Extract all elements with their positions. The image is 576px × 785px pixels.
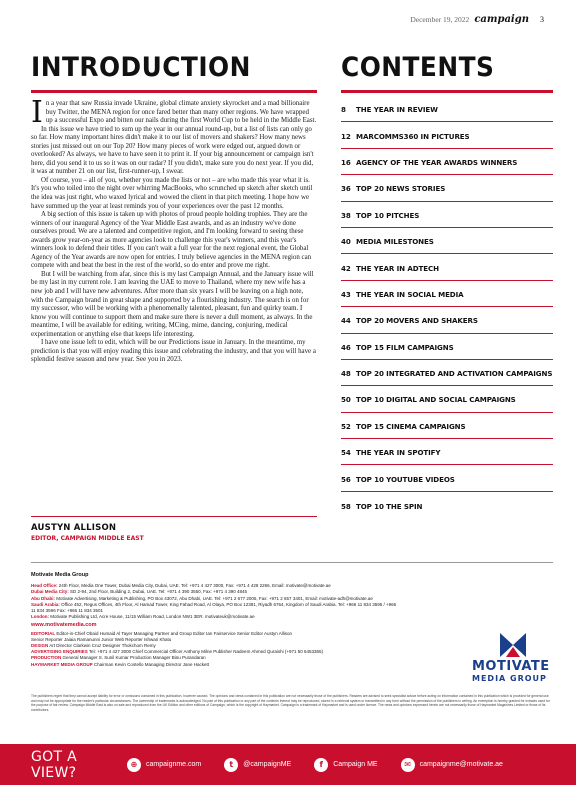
- masthead-address-line-text: SD 2-94, 2nd Floor, Building 2, Dubai, UAE. Tel: +971 4 390 3550, Fax: +971 4 390 4845: [68, 589, 248, 595]
- contents-title: THE YEAR IN SOCIAL MEDIA: [356, 289, 464, 299]
- contents-page-number: 44: [341, 316, 351, 326]
- contents-page-number: 12: [341, 131, 351, 141]
- masthead-credit-line-text: Senior Reporter Jaiaia Ramanunni Junior Web Reporter Ishwari Khatu: [31, 636, 172, 642]
- contents-list: [341, 96, 553, 518]
- contents-title: TOP 10 YOUTUBE VIDEOS: [356, 474, 455, 484]
- contents-heading: CONTENTS: [341, 52, 495, 83]
- footer-contacts: [127, 758, 526, 772]
- masthead-address-line: [31, 602, 401, 614]
- contents-item[interactable]: [341, 334, 553, 360]
- masthead-credit-line-text: Chairman Kevin Costello Managing Director Jane Hackett: [92, 661, 209, 667]
- contents-item[interactable]: [341, 228, 553, 254]
- contents-page-number: 46: [341, 342, 351, 352]
- contents-item[interactable]: [341, 360, 553, 386]
- masthead-address-line-label: London:: [31, 614, 49, 620]
- intro-heading-rule: [31, 90, 317, 93]
- contents-item[interactable]: [341, 202, 553, 228]
- page-header: [410, 14, 544, 30]
- contents-item[interactable]: [341, 281, 553, 307]
- introduction-body: [31, 95, 317, 365]
- logo-subtitle: MEDIA GROUP: [472, 674, 547, 683]
- contents-page-number: 50: [341, 395, 351, 405]
- drop-cap: I: [31, 95, 43, 130]
- contents-item[interactable]: [341, 465, 553, 491]
- masthead-address-line-text: Motivate Publishing Ltd, Acre House, 11/15 William Road, London NW1 3ER. motivateuk@motivate.ae: [49, 614, 255, 620]
- footer-contact-text: @campaignME: [243, 761, 292, 768]
- intro-paragraph: Of course, you – all of you, whether you made the lists or not – are who made this year what it is. It's you who toiled into the night over whirring MacBooks, who scrunched up sketch after sketch until the idea was just right, who waxed lyrical and wowed the client in that pitch meeting. I hope how we have summed up the year at least reminds you of your experiences over the past 12 months.: [31, 176, 313, 210]
- contents-page-number: 43: [341, 289, 351, 299]
- masthead-credit-line-text: Editor-in-Chief Obaid Humaid Al Tayer Managing Partner and Group Editor Ian Fairservice Senior Editor Austyn Allison: [55, 630, 292, 636]
- campaign-logo: campaign: [474, 14, 529, 25]
- contents-title: TOP 20 NEWS STORIES: [356, 184, 446, 194]
- masthead-address-line-label: Saudi Arabia:: [31, 601, 60, 607]
- contents-page-number: 8: [341, 105, 346, 115]
- masthead-address-line-text: Office 452, Regus Offices, 4th Floor, Al Hamad Tower, King Fahad Road, Al Olaya, PO Box 12381, Riyadh 6764, Kingdom of Saudi Arabia. Tel: +966 11 834 3595 / +966 11 834 3596 Fax: +966 11 834 3501: [31, 601, 397, 614]
- globe-icon: ⊕: [127, 758, 141, 772]
- contents-item[interactable]: [341, 96, 553, 122]
- masthead-credit-line-label: DESIGN: [31, 643, 49, 649]
- intro-paragraph: But I will be watching from afar, since this is my last Campaign Annual, and the January issue will be my last in my current role. I am leaving the UAE to move to Thailand, where my new wife has a new job and I will have new adventures. After more than six years I will be leaving on a high note, with the Campaign brand in great shape and supported by a flourishing industry. The search is on for my successor, who will be working with a phenomenally talented, pleasant, fun and quirky team. I know you will continue to support them and make sure there is never a dull moment, as always. In the meantime, I will be available for editing, writing, MCing, mime, dancing, conjuring, medical experimentation or anything else that keeps life interesting.: [31, 270, 314, 338]
- contents-title: AGENCY OF THE YEAR AWARDS WINNERS: [356, 157, 518, 167]
- footer-contact-link[interactable]: [224, 758, 291, 772]
- masthead-website-link[interactable]: www.motivatemedia.com: [31, 622, 97, 629]
- masthead-addresses: [31, 583, 401, 620]
- footer-contact-link[interactable]: [127, 758, 201, 772]
- contents-title: TOP 15 FILM CAMPAIGNS: [356, 342, 454, 352]
- facebook-icon: f: [314, 758, 328, 772]
- masthead-address-line-label: Head Office:: [31, 583, 58, 589]
- masthead-credits: [31, 631, 401, 668]
- signature-rule: [31, 516, 317, 517]
- author-name: AUSTYN ALLISON: [31, 523, 117, 533]
- masthead-credit-line: [31, 662, 401, 668]
- email-icon: ✉: [401, 758, 415, 772]
- contents-page-number: 42: [341, 263, 351, 273]
- legal-disclaimer: The publishers regret that they cannot accept liability for error or omissions contained in this publication, however caused. The opinions and views contained in this publication are not necessarily those of the publishers. Readers are advised to seek specialist advice before acting on information contained in this publication which is provided for general use and may not be appropriate for the reader's particular circumstances. The ownership of trademarks is acknowledged. No part of this publication or any part of the contents thereof may be reproduced, stored in a retrieval system or transmitted in any form without the permission of the publishers in writing. An exemption is hereby granted for extracts used for the purpose of fair review. Campaign Middle East is also on sale and reproduced from the UK Edition and other editions of Campaign, which is the copyright of Haymarket. Campaign is a trademark of Haymarket and is used under licence. The news and opinions expressed herein are not necessarily those of Haymarket Magazines Limited or those of its contributors.: [31, 694, 550, 712]
- masthead-address-line-label: Dubai Media City:: [31, 589, 69, 595]
- twitter-icon: t: [224, 758, 238, 772]
- intro-paragraph: I have one issue left to edit, which will be our Predictions issue in January. In the meantime, my prediction is that you will enjoy reading this issue and celebrating the industry, and that you will have a splendid festive season and new year. See you in 2023.: [31, 339, 316, 364]
- contents-page-number: 36: [341, 184, 351, 194]
- contents-title: TOP 20 INTEGRATED AND ACTIVATION CAMPAIGNS: [356, 369, 553, 379]
- footer-contact-link[interactable]: [401, 758, 503, 772]
- contents-item[interactable]: [341, 386, 553, 412]
- masthead-address-line-text: 24th Floor, Media One Tower, Dubai Media City, Dubai, UAE. Tel: +971 4 427 3000, Fax: +971 4 428 2266, Email: motivate@motivate.ae: [57, 583, 331, 589]
- contents-item[interactable]: [341, 149, 553, 175]
- contents-page-number: 52: [341, 421, 351, 431]
- masthead-address-line: [31, 614, 401, 620]
- intro-paragraph: In a year that saw Russia invade Ukraine, global climate anxiety skyrocket and a mad billionaire buy Twitter, the MENA region for once fared better than many other regions. We have wrapped up a successful Expo and bitten our nails during the first World Cup to be held in the Middle East.: [31, 95, 317, 130]
- contents-title: TOP 15 CINEMA CAMPAIGNS: [356, 421, 466, 431]
- masthead-address-line-label: Abu Dhabi:: [31, 595, 55, 601]
- motivate-mark-icon: [500, 633, 526, 657]
- contents-page-number: 38: [341, 210, 351, 220]
- contents-item[interactable]: [341, 413, 553, 439]
- contents-title: THE YEAR IN REVIEW: [356, 105, 438, 115]
- contents-title: TOP 10 PITCHES: [356, 210, 420, 220]
- contents-item[interactable]: [341, 175, 553, 201]
- contents-title: THE YEAR IN SPOTIFY: [356, 448, 441, 458]
- masthead-credit-line-label: ADVERTISING ENQUIRIES: [31, 649, 88, 655]
- contents-item[interactable]: [341, 254, 553, 280]
- contents-page-number: 56: [341, 474, 351, 484]
- logo-name: MOTIVATE: [472, 659, 550, 674]
- masthead-credit-line-text: Art Director Clarkwin Cruz Designer Thokchom Remy: [48, 643, 156, 649]
- footer-contact-text: Campaign ME: [333, 761, 378, 768]
- footer-contact-link[interactable]: [314, 758, 377, 772]
- masthead: [31, 572, 401, 668]
- masthead-group-name: Motivate Media Group: [31, 572, 89, 578]
- footer-contact-text: campaignme@motivate.ae: [419, 761, 503, 768]
- masthead-credit-line-text: Tel: +971 4 427 3000 Chief Commercial Officer Anthony Milne Publisher Nadeem Ahmed Quraishi (+971 50 6453365): [87, 649, 323, 655]
- contents-item[interactable]: [341, 122, 553, 148]
- contents-page-number: 54: [341, 448, 351, 458]
- contents-title: MEDIA MILESTONES: [356, 237, 434, 247]
- contents-item[interactable]: [341, 439, 553, 465]
- contents-item[interactable]: [341, 307, 553, 333]
- intro-paragraph: In this issue we have tried to sum up the year in our annual round-up, but a list of lists can only go so far. How many important hires didn't make it to our list of movers and shakers? How many news stories just missed out on our Top 20? How many pieces of work were edged out, argued down or overlooked? As always, we have to have seen it to print it. If your big announcement or campaign isn't here, did you send it to us so it was on our radar? If you didn't, make sure you do next year. If you did, it was at number 21 on our list, first-runner-up, I swear.: [31, 125, 314, 176]
- footer-contact-text: campaignme.com: [146, 761, 202, 768]
- masthead-credit-line-label: HAYMARKET MEDIA GROUP: [31, 661, 93, 667]
- contents-page-number: 16: [341, 157, 351, 167]
- contents-title: THE YEAR IN ADTECH: [356, 263, 439, 273]
- introduction-heading: INTRODUCTION: [31, 52, 251, 83]
- masthead-credit-line-label: EDITORIAL: [31, 630, 56, 636]
- masthead-address-line-text: Motivate Advertising, Marketing & Publishing, PO Box 43072, Abu Dhabi, UAE. Tel: +971 2 677 2005, Fax: +971 2 657 3401, Email: motivate-adh@motivate.ae: [55, 595, 373, 601]
- footer-bar: [0, 744, 576, 785]
- page-number: 3: [540, 15, 544, 24]
- contents-page-number: 58: [341, 501, 351, 511]
- author-title: EDITOR, CAMPAIGN MIDDLE EAST: [31, 535, 144, 542]
- motivate-logo: [472, 633, 554, 683]
- contents-title: TOP 10 THE SPIN: [356, 501, 423, 511]
- issue-date: December 19, 2022: [410, 15, 470, 24]
- contents-title: TOP 20 MOVERS AND SHAKERS: [356, 316, 478, 326]
- contents-page-number: 40: [341, 237, 351, 247]
- contents-title: TOP 10 DIGITAL AND SOCIAL CAMPAIGNS: [356, 395, 516, 405]
- masthead-credit-line-text: General Manager S. Sunil Kumar Production Manager Binu Purandaran: [61, 655, 206, 661]
- contents-item[interactable]: [341, 492, 553, 518]
- contents-title: MARCOMMS360 IN PICTURES: [356, 131, 470, 141]
- contents-heading-rule: [341, 90, 553, 93]
- masthead-divider: [31, 562, 553, 563]
- footer-cta: GOT A VIEW?: [31, 748, 77, 781]
- intro-paragraph: A big section of this issue is taken up with photos of proud people holding trophies. They are the winners of our inaugural Agency of the Year Middle East awards, and as an industry we've done ourselves proud. We are a talented and competitive region, and I'm looking forward to seeing these awards grow year-on-year as more agencies look to challenge this year's winners, and this year's winners look to defend their titles. If you can't wait a full year for the next regional event, the Global Agency of the Year awards are now open for entries. I truly believe agencies in the MENA region can compete with and beat the best in the rest of the world, so do enter and prove me right.: [31, 211, 312, 270]
- contents-page-number: 48: [341, 369, 351, 379]
- masthead-credit-line-label: PRODUCTION: [31, 655, 62, 661]
